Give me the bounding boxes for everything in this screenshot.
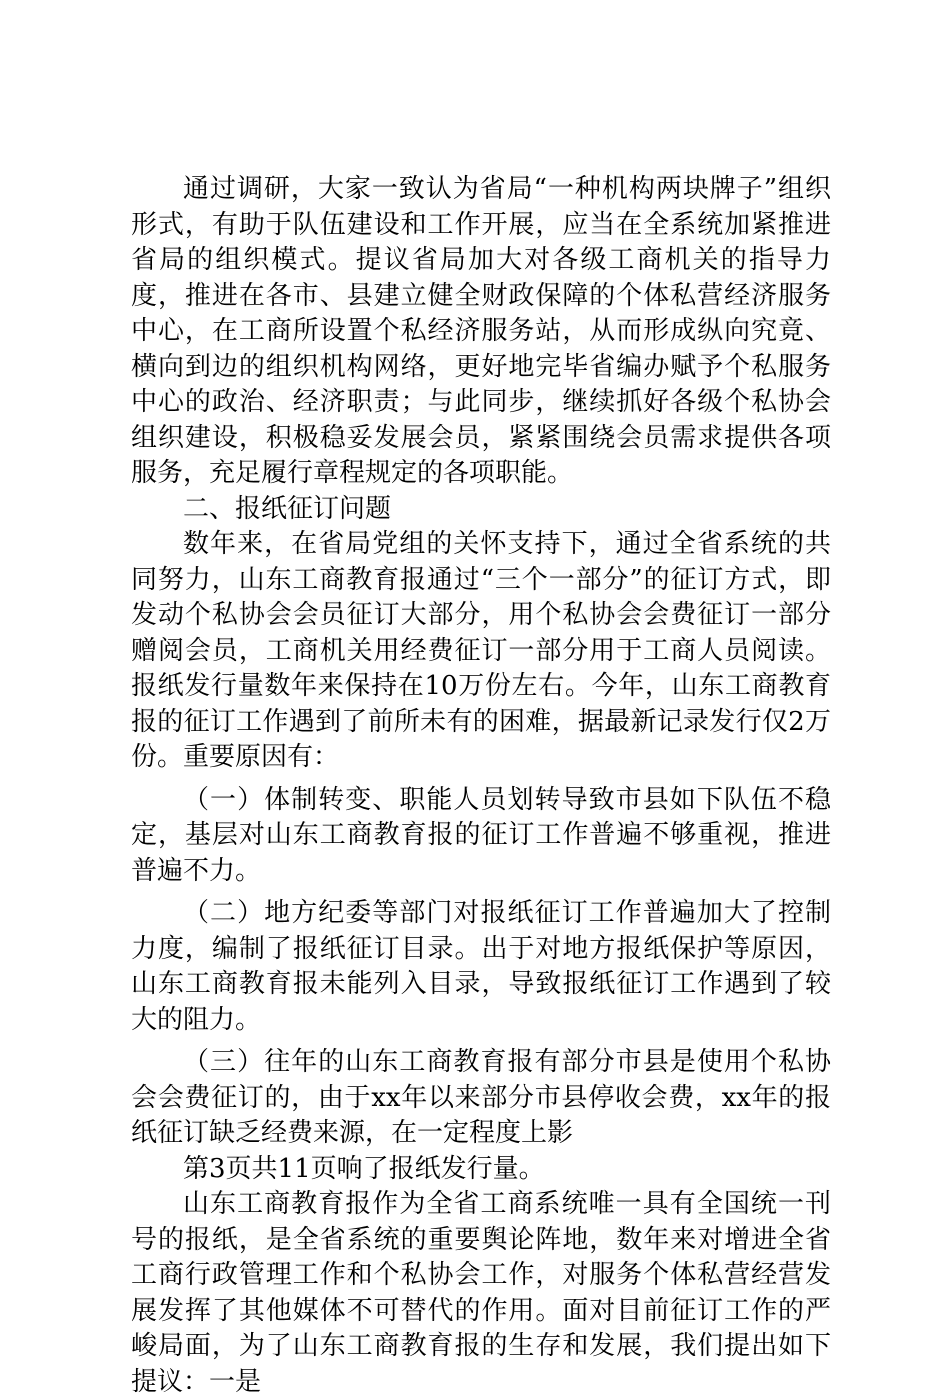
paragraph-org-structure: 通过调研，大家一致认为省局“一种机构两块牌子”组织形式，有助于队伍建设和工作开展，应当在全系统加紧推进省局的组织模式。提议省局加大对各级工商机关的指导力度，推进在各市、县建立健全财政保障的个体私营经济服务中心，在工商所设置个私经济服务站，从而形成纵向究竟、横向到边的组织机构网络，更好地完毕省编办赋予个私服务中心的政治、经济职责；与此同步，继续抓好各级个私协会组织建设，积极稳妥发展会员，紧紧围绕会员需求提供各项服务，充足履行章程规定的各项职能。	[131, 174, 831, 488]
section-heading-newspaper: 二、报纸征订问题	[183, 493, 392, 524]
paragraph-reason-2: （二）地方纪委等部门对报纸征订工作普遍加大了控制力度，编制了报纸征订目录。出于对地方报纸保护等原因，山东工商教育报未能列入目录，导致报纸征订工作遇到了较大的阻力。	[131, 898, 831, 1035]
paragraph-newspaper-background: 数年来，在省局党组的关怀支持下，通过全省系统的共同努力，山东工商教育报通过“三个一部分”的征订方式，即发动个私协会会员征订大部分，用个私协会会费征订一部分赠阅会员，工商机关用经费征订一部分用于工商人员阅读。报纸发行量数年来保持在10万份左右。今年，山东工商教育报的征订工作遇到了前所未有的困难，据最新记录发行仅2万份。重要原因有：	[131, 529, 831, 772]
paragraph-proposal: 山东工商教育报作为全省工商系统唯一具有全国统一刊号的报纸，是全省系统的重要舆论阵地，数年来对增进全省工商行政管理工作和个私协会工作，对服务个体私营经营发展发挥了其他媒体不可替代的作用。面对目前征订工作的严峻局面，为了山东工商教育报的生存和发展，我们提出如下提议：一是	[131, 1189, 831, 1397]
document-body	[131, 172, 831, 1400]
paragraph-reason-3: （三）往年的山东工商教育报有部分市县是使用个私协会会费征订的，由于xx年以来部分市县停收会费，xx年的报纸征订缺乏经费来源，在一定程度上影	[131, 1047, 831, 1148]
paragraph-reason-1: （一）体制转变、职能人员划转导致市县如下队伍不稳定，基层对山东工商教育报的征订工作普遍不够重视，推进普遍不力。	[131, 784, 831, 886]
page-footer-line: 第3页共11页响了报纸发行量。	[183, 1153, 545, 1184]
